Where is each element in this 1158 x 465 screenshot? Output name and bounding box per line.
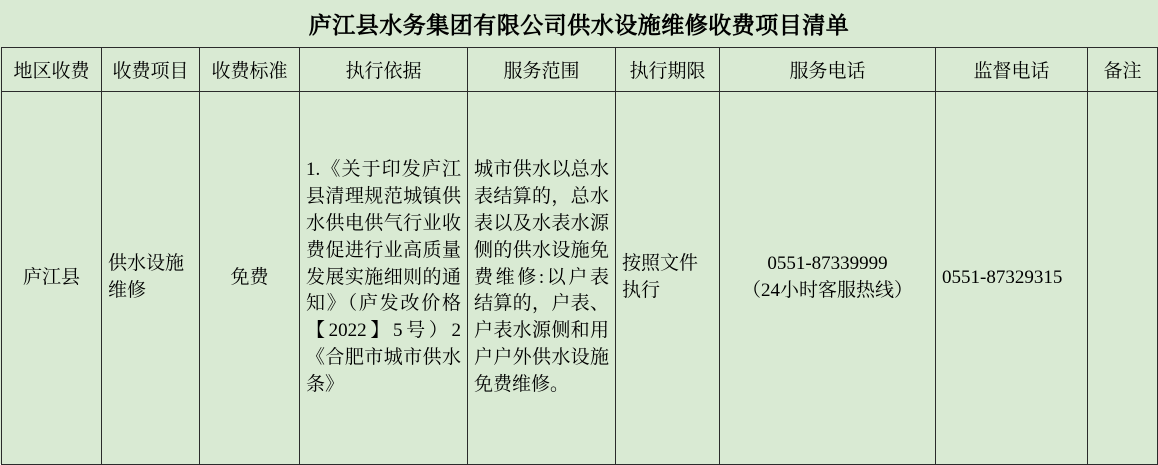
- column-header-scope: 服务范围: [468, 48, 616, 92]
- column-header-remark: 备注: [1088, 48, 1158, 92]
- table-row: [2, 92, 1158, 465]
- column-header-standard: 收费标准: [200, 48, 300, 92]
- cell-scope: [468, 92, 616, 465]
- cell-service-phone: [720, 92, 936, 465]
- cell-standard: [200, 92, 300, 465]
- column-header-service-phone: 服务电话: [720, 48, 936, 92]
- cell-period: [616, 92, 720, 465]
- column-header-region: 地区收费: [2, 48, 102, 92]
- service-phone-note: （24小时客服热线）: [741, 280, 913, 301]
- cell-remark-text: [1088, 274, 1157, 282]
- supervision-phone-number: 0551-87329315: [942, 266, 1063, 288]
- column-header-period: 执行期限: [616, 48, 720, 92]
- cell-scope-text: 城市供水以总水表结算的，总水表以及水表水源侧的供水设施免费维修:以户表结算的，户表、户表水源侧和用户户外供水设施免费维修。: [474, 158, 609, 396]
- cell-region-text: 庐江县: [22, 266, 80, 288]
- cell-basis-text: 1.《关于印发庐江县清理规范城镇供水供电供气行业收费促进行业高质量发展实施细则的通知》（庐发改价格【2022】5号）2《合肥市城市供水条》: [306, 158, 461, 396]
- cell-item-text: 供水设施维修: [108, 253, 185, 301]
- column-header-supervision-phone: 监督电话: [936, 48, 1088, 92]
- column-header-basis: 执行依据: [300, 48, 468, 92]
- service-phone-number: 0551-87339999: [767, 253, 888, 275]
- cell-basis: [300, 92, 468, 465]
- cell-period-text: 按照文件执行: [622, 253, 699, 301]
- page-title: 庐江县水务集团有限公司供水设施维修收费项目清单: [308, 13, 850, 38]
- cell-item: [102, 92, 200, 465]
- fee-items-table: [1, 47, 1158, 465]
- cell-supervision-phone: [936, 92, 1088, 465]
- cell-standard-text: 免费: [230, 266, 269, 288]
- column-header-item: 收费项目: [102, 48, 200, 92]
- cell-region: [2, 92, 102, 465]
- table-header-row: [2, 48, 1158, 92]
- document-title-bar: [0, 0, 1158, 47]
- cell-remark: [1088, 92, 1158, 465]
